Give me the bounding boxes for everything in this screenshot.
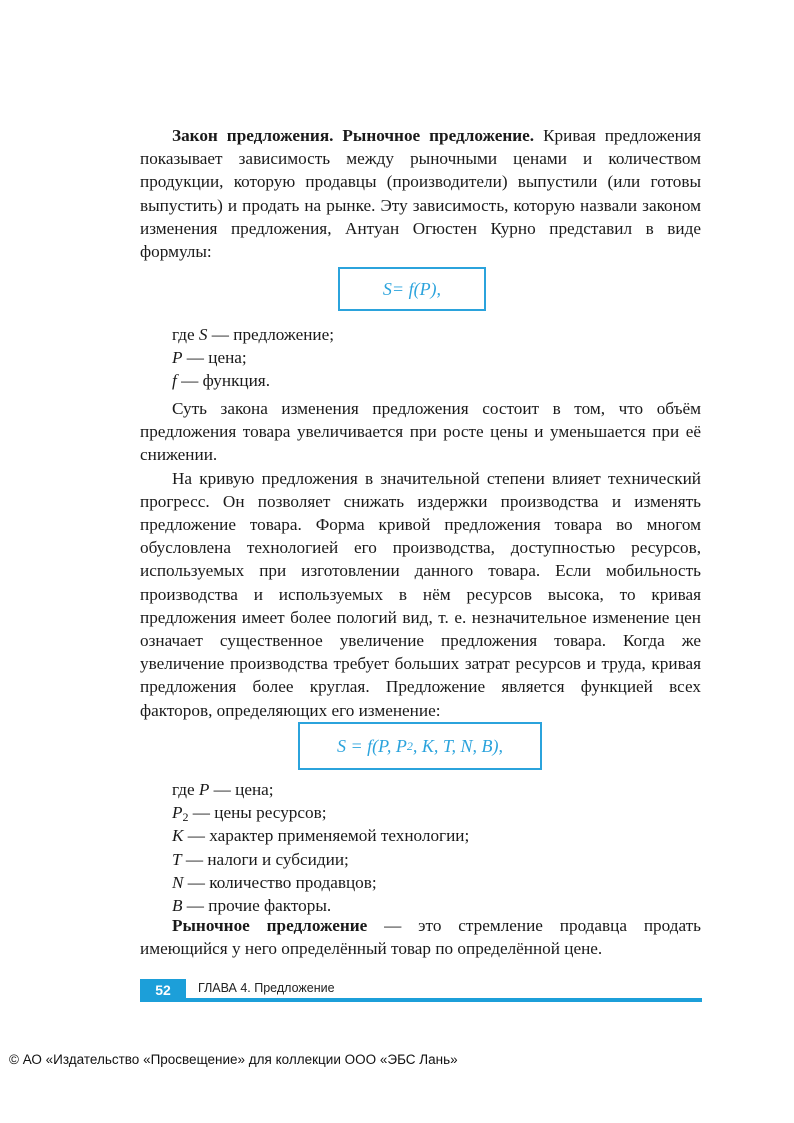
copyright-notice: © АО «Издательство «Просвещение» для коллекции ООО «ЭБС Лань»: [9, 1052, 458, 1067]
definition-item: T — налоги и субсидии;: [172, 849, 349, 869]
definition-item: f — функция.: [172, 371, 271, 391]
page-number: 52: [140, 979, 186, 1001]
definition-item: P — цена;: [172, 348, 247, 368]
definition-item: B — прочие факторы.: [172, 896, 332, 916]
chapter-title: ГЛАВА 4. Предложение: [198, 981, 335, 995]
definition-item: K — характер применяемой технологии;: [172, 826, 470, 846]
paragraph-4: Рыночное предложение — это стремление продавца продать имеющийся у него определённый товар по определённой цене.: [140, 916, 701, 959]
paragraph-3: На кривую предложения в значительной степени влияет технический прогресс. Он позволяет снижать издержки производства и изменять предложение товара. Форма кривой предложения товара во многом обусловлена технологией его производства, доступностью ресурсов, используемых при изготовлении данного товара. Если мобильность производства и используемых в нём ресурсов высока, то кривая предложения имеет более пологий вид, т. е. незначительное изменение цен означает существенное увеличение предложения товара. Когда же увеличение производства требует больших затрат ресурсов и труда, кривая предложения более круглая. Предложение является функцией всех факторов, определяющих его изменение:: [140, 468, 701, 720]
formula-1-rhs: = f(P),: [391, 278, 442, 299]
formula-1-lhs: S: [382, 278, 392, 299]
definition-item: $P_2$ — цены ресурсов;: [172, 803, 327, 825]
intro-heading: Закон предложения. Рыночное предложение.: [172, 126, 535, 145]
formula-box-1: [338, 267, 486, 311]
definition-item: где S — предложение;: [172, 325, 335, 344]
intro-text: Кривая предложения показывает зависимость между рыночными ценами и количеством продукции, которую продавцы (производители) выпустили (или готовы выпустить) и продать на рынке. Эту зависимость, которую назвали законом изменения предложения, Антуан Огюстен Курно представил в виде формулы:: [140, 126, 701, 262]
paragraph-2: Суть закона изменения предложения состоит в том, что объём предложения товара увеличивается при росте цены и уменьшается при её снижении.: [140, 399, 701, 465]
footer-rule: [140, 998, 702, 1002]
definitions-list-2: [172, 778, 469, 917]
term-market-supply: Рыночное предложение: [172, 916, 368, 935]
body-paragraphs: [140, 397, 701, 722]
definitions-list-1: [172, 323, 334, 393]
definition-item: N — количество продавцов;: [172, 872, 377, 892]
intro-paragraph: [140, 124, 701, 263]
definition-item: где P — цена;: [172, 780, 274, 799]
formula-box-2: S = f(P, P 2 , K, T, N, B),: [298, 722, 542, 770]
